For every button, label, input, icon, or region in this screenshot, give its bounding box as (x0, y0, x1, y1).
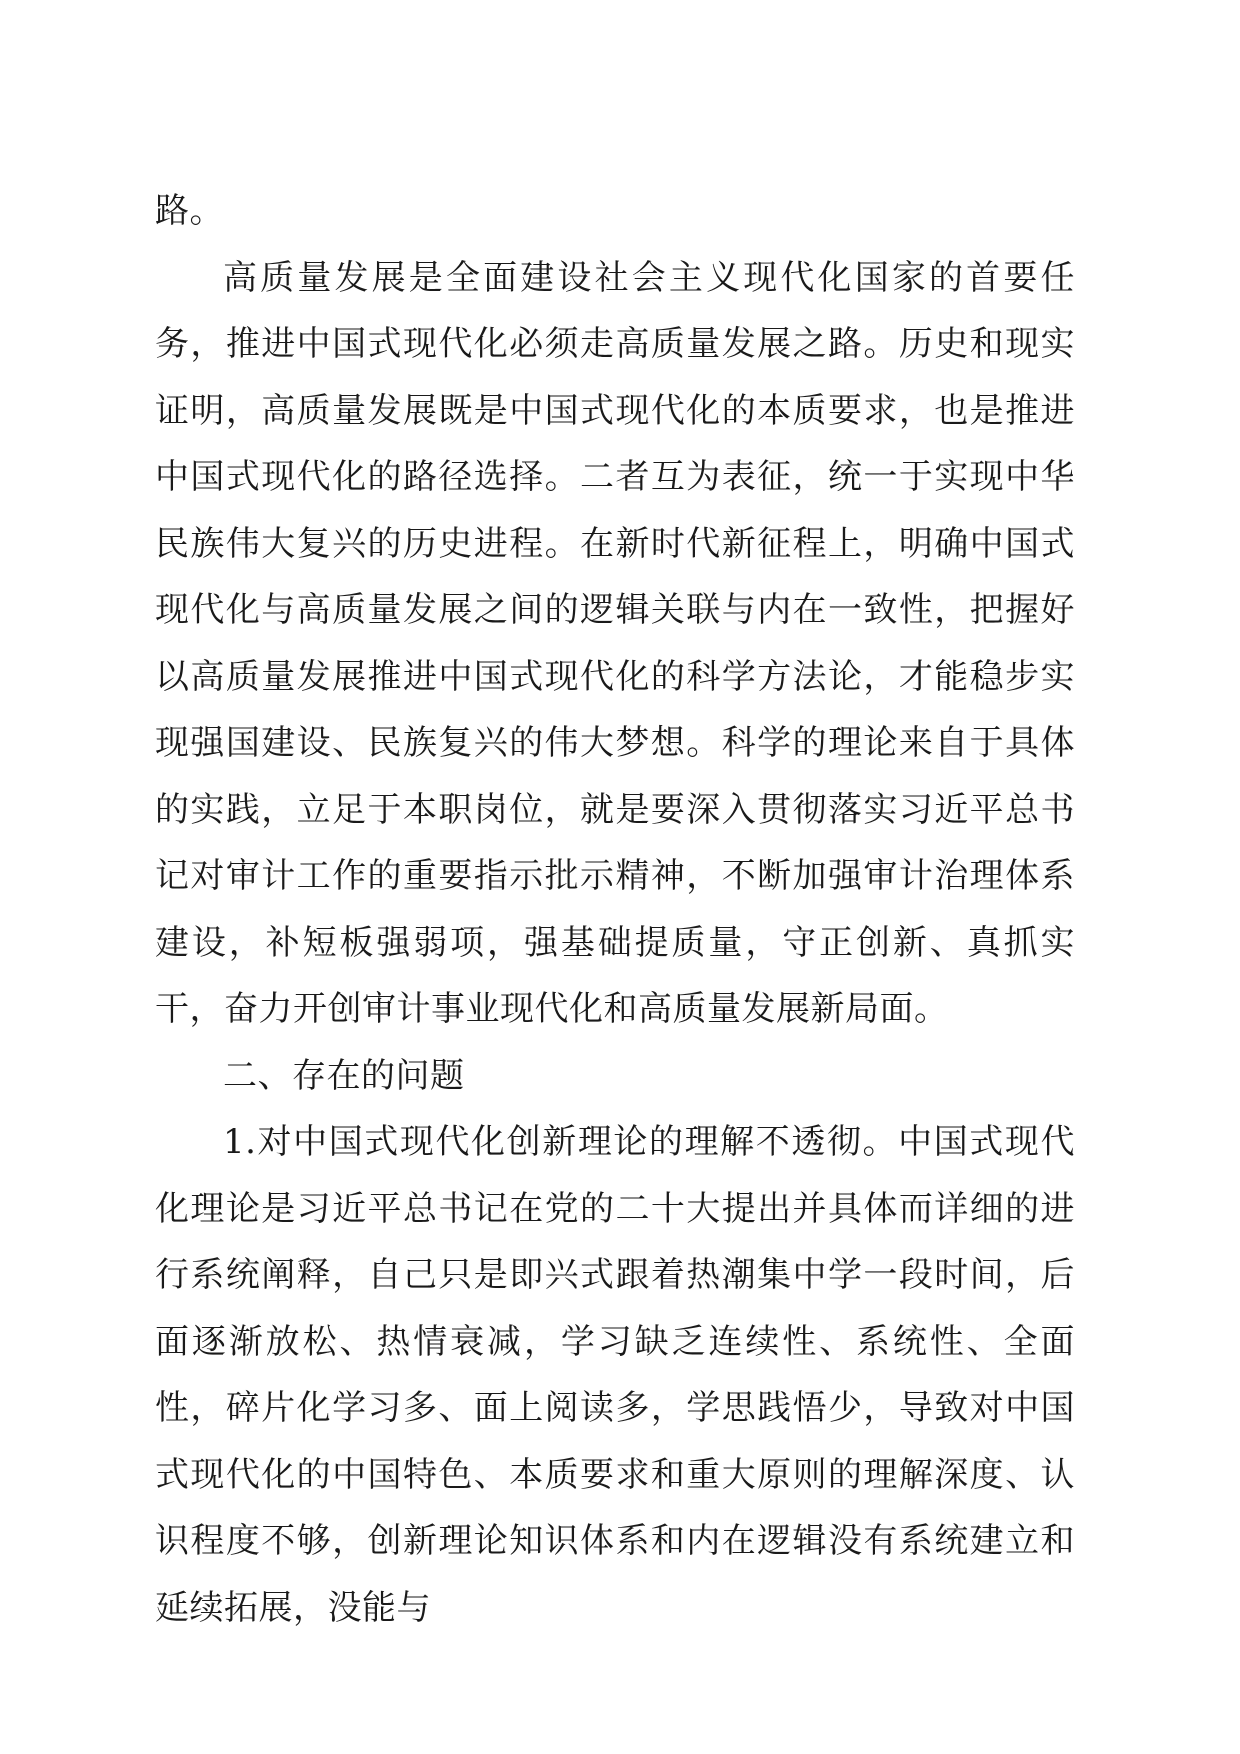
continuation-paragraph: 路。 (155, 191, 224, 231)
section-heading: 二、存在的问题 (223, 1055, 465, 1096)
high-quality-development-paragraph: 高质量发展是全面建设社会主义现代化国家的首要任务，推进中国式现代化必须走高质量发展之路。历史和现实证明，高质量发展既是中国式现代化的本质要求，也是推进中国式现代化的路径选择。二者互为表征，统一于实现中华民族伟大复兴的历史进程。在新时代新征程上，明确中国式现代化与高质量发展之间的逻辑关联与内在一致性，把握好以高质量发展推进中国式现代化的科学方法论，才能稳步实现强国建设、民族复兴的伟大梦想。科学的理论来自于具体的实践，立足于本职岗位，就是要深入贯彻落实习近平总书记对审计工作的重要指示批示精神，不断加强审计治理体系建设，补短板强弱项，强基础提质量，守正创新、真抓实干，奋力开创审计事业现代化和高质量发展新局面。 (155, 257, 1075, 1029)
document-body (155, 178, 1075, 1641)
problem-1-paragraph: 1.对中国式现代化创新理论的理解不透彻。中国式现代化理论是习近平总书记在党的二十大提出并具体而详细的进行系统阐释，自己只是即兴式跟着热潮集中学一段时间，后面逐渐放松、热情衰减，学习缺乏连续性、系统性、全面性，碎片化学习多、面上阅读多，学思践悟少，导致对中国式现代化的中国特色、本质要求和重大原则的理解深度、认识程度不够，创新理论知识体系和内在逻辑没有系统建立和延续拓展，没能与 (155, 1122, 1075, 1628)
